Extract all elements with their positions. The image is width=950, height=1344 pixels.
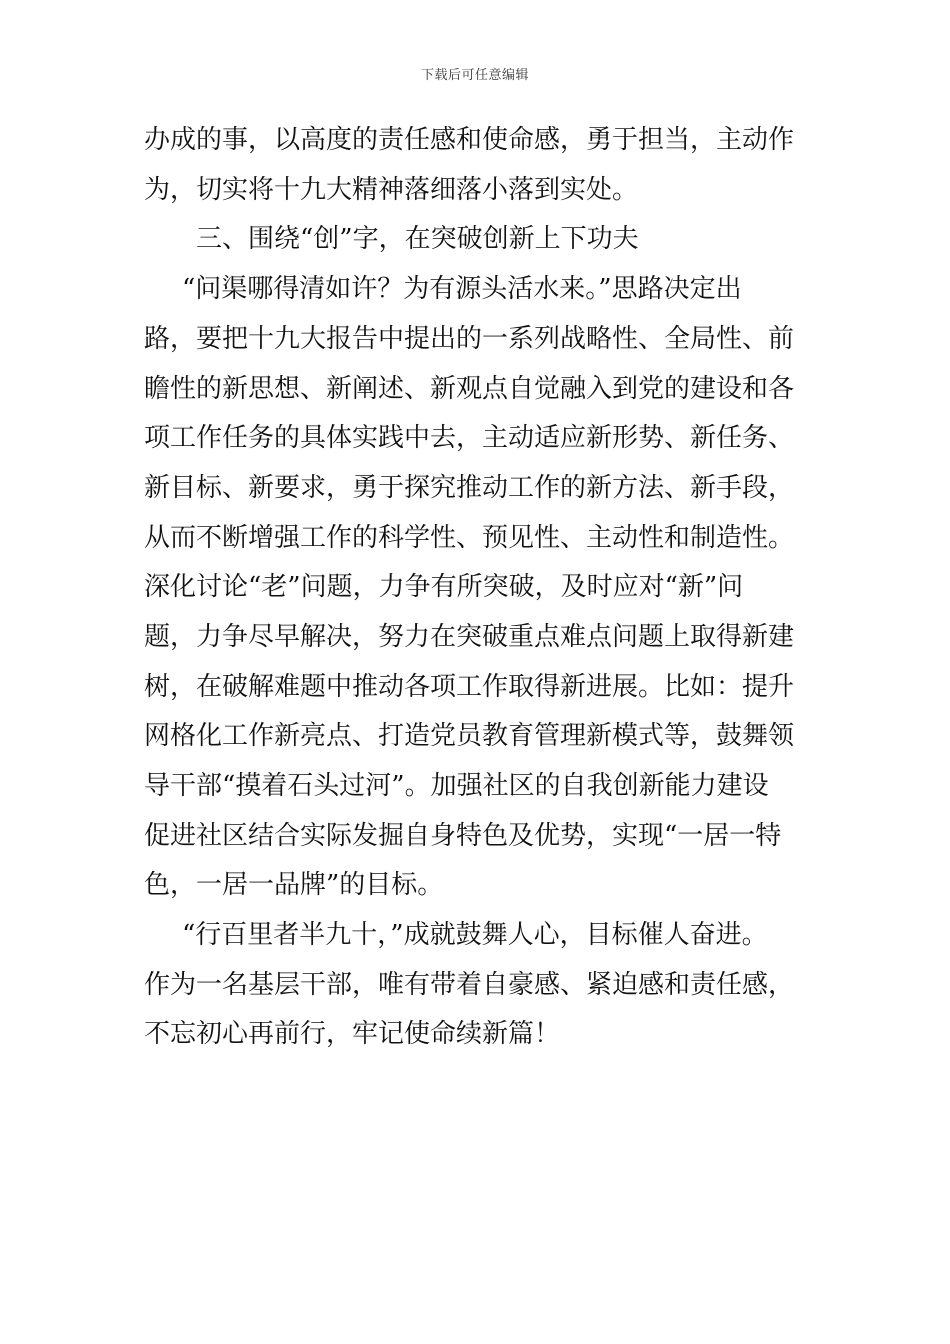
text-line: 色，一居一品牌”的目标。 xyxy=(144,870,444,900)
text-line: 项工作任务的具体实践中去，主动适应新形势、新任务、 xyxy=(144,423,795,453)
text-line: “行百里者半九十，”成就鼓舞人心，目标催人奋进。 xyxy=(182,920,768,950)
text-line: 办成的事，以高度的责任感和使命感，勇于担当，主动作 xyxy=(144,125,795,155)
text-line: 促进社区结合实际发掘自身特色及优势，实现“一居一特 xyxy=(144,821,782,851)
text-line: 深化讨论“老”问题，力争有所突破，及时应对“新”问 xyxy=(144,572,744,602)
text-line: 作为一名基层干部，唯有带着自豪感、紧迫感和责任感， xyxy=(144,970,795,1000)
text-line: 从而不断增强工作的科学性、预见性、主动性和制造性。 xyxy=(144,523,795,553)
text-line: 为，切实将十九大精神落细落小落到实处。 xyxy=(144,175,639,205)
page-header: 下载后可任意编辑 xyxy=(420,68,529,83)
text-line: “问渠哪得清如许？为有源头活水来。”思路决定出 xyxy=(182,274,742,304)
section-heading: 三、围绕“创”字，在突破创新上下功夫 xyxy=(196,224,639,254)
text-line: 树，在破解难题中推动各项工作取得新进展。比如：提升 xyxy=(144,672,795,702)
text-line: 路，要把十九大报告中提出的一系列战略性、全局性、前 xyxy=(144,324,795,354)
text-line: 不忘初心再前行，牢记使命续新篇！ xyxy=(144,1019,561,1049)
text-line: 题，力争尽早解决，努力在突破重点难点问题上取得新建 xyxy=(144,622,795,652)
text-line: 导干部“摸着石头过河”。加强社区的自我创新能力建设 xyxy=(144,771,769,801)
text-line: 瞻性的新思想、新阐述、新观点自觉融入到党的建设和各 xyxy=(144,374,795,404)
text-line: 网格化工作新亮点、打造党员教育管理新模式等，鼓舞领 xyxy=(144,721,795,751)
text-line: 新目标、新要求，勇于探究推动工作的新方法、新手段， xyxy=(144,473,795,503)
